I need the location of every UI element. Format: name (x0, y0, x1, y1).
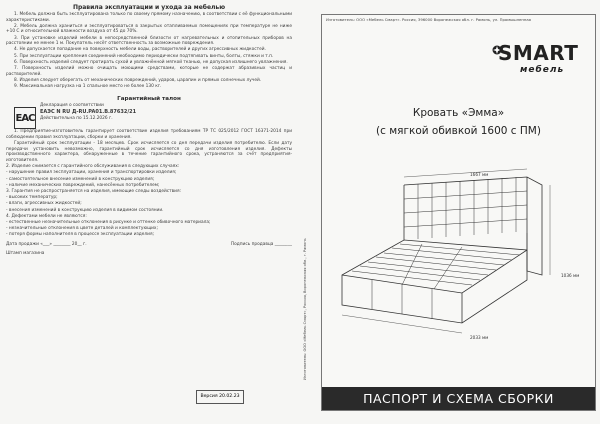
warranty-line: 3. Гарантия не распространяется на изделия, имеющие следы воздействия: (6, 188, 181, 194)
logo-subtext: мебель (520, 65, 565, 75)
rule-3: 3. При установке изделий мебели в непосредственной близости от нагревательных и отопительных приборов на расстоянии не менее 1 м. Покупатель несёт ответственность за возможные повреждения. (6, 35, 292, 47)
warranty-line: - потеря формы наполнителя в процессе эксплуатации изделия; (6, 232, 154, 238)
rule-1: 1. Мебель должна быть эксплуатирована только по своему прямому назначению, в соответствии с её функциональными характеристиками. (6, 12, 292, 23)
rule-8: 8. Изделия следует оберегать от механических повреждений, ударов, царапин и прямых солнечных лучей. (14, 77, 262, 83)
warranty-line: - высоких температур; (6, 195, 58, 201)
product-title: Кровать «Эмма» (412, 107, 505, 119)
depth-dimension-label: 2033 мм (470, 335, 489, 340)
care-instructions-section (6, 4, 292, 420)
stamp-field: Штамп магазина (6, 251, 45, 257)
declaration-date: Действительна по 15.12.2026 г. (40, 115, 113, 121)
passport-cover (321, 14, 596, 411)
rule-6: 6. Поверхность изделий следует протирать сухой и увлажнённой мягкой тканью, не допуская излишнего увлажнения. (14, 59, 288, 65)
declaration-code: ЕАЭС N RU Д-RU.PA01.В.87632/21 (40, 108, 137, 115)
sale-date-field: Дата продажи «___» ________ 20__ г. (6, 241, 87, 247)
smart-logo (492, 41, 588, 81)
vertical-manufacturer-note: Изготовитель: ООО «Мебель Смарт», Россия, Воронежская обл., г. Рамонь (303, 238, 307, 380)
rule-9: 9. Максимальная нагрузка на 1 спальное место не более 130 кг. (14, 83, 162, 89)
warranty-text (6, 129, 292, 237)
warranty-title: Гарантийный талон (117, 96, 181, 103)
warranty-section (6, 95, 292, 257)
passport-footer-title: ПАСПОРТ И СХЕМА СБОРКИ (322, 387, 595, 410)
warranty-line: - самостоятельное внесение изменений в конструкцию изделия; (6, 176, 155, 182)
warranty-line: Гарантийный срок эксплуатации - 18 месяцев. Срок исчисляется со дня передачи изделия потребителю. Если дату передачи установить невозможно, гарантийный срок исчисляется со дня изготовления изделия. Дефекты производственного характера, обнаруженные в течение гарантийного срока, устраняются за счёт предприятия-изготовителя. (6, 141, 292, 163)
declaration-block (40, 103, 292, 121)
logo-text: SMART (498, 41, 579, 65)
bed-drawing (322, 155, 595, 345)
version-box: Версия 20.02.23 (196, 390, 244, 404)
signature-row (6, 242, 292, 248)
warranty-line: - естественные незначительные отклонения в рисунке и оттенке обивочного материала; (6, 219, 211, 225)
warranty-line: - незначительные отклонения в цвете деталей и комплектующих; (6, 226, 158, 232)
warranty-line: 2. Изделие снимается с гарантийного обслуживания в следующих случаях: (6, 164, 180, 170)
rule-2: 2. Мебель должна храниться и эксплуатироваться в закрытых отапливаемых помещениях при температуре не ниже +10 С и относительной влажности воздуха от 45 до 70%. (6, 23, 292, 35)
height-dimension-label: 1036 мм (561, 273, 580, 278)
product-subtitle: (с мягкой обивкой 1600 с ПМ) (376, 125, 541, 137)
warranty-line: - внесения изменений в конструкцию изделия в видимом состоянии. (6, 207, 164, 213)
eac-mark-icon: EAC (14, 107, 36, 129)
warranty-line: 1. Предприятие-изготовитель гарантирует соответствие изделия требованиям ТР ТС 025/2012 ГОСТ 16371-2014 при соблюдении правил эксплуатации, сборки и хранения. (6, 129, 292, 141)
declaration-label: Декларация о соответствии (40, 103, 104, 109)
warranty-line: - нарушение правил эксплуатации, хранения и транспортировки изделия; (6, 170, 177, 176)
care-rules-title: Правила эксплуатации и ухода за мебелью (72, 4, 226, 11)
warranty-line: - влаги, агрессивных жидкостей; (6, 201, 82, 207)
rule-7: 7. Поверхность изделий можно очищать моющими средствами, которые не содержат абразивных частиц и растворителей. (6, 65, 292, 77)
seller-signature-field: Подпись продавца ________ (230, 241, 292, 247)
warranty-line: 4. Дефектами мебели не являются: (6, 213, 87, 219)
width-dimension-label: 1667 мм (470, 172, 489, 177)
rule-4: 4. Не допускается попадание на поверхность мебели воды, растворителей и других агрессивных жидкостей. (14, 47, 266, 53)
rule-5: 5. При эксплуатации крепления соединений необходимо периодически подтягивать винты, болты, стяжки и т.п. (14, 53, 274, 59)
warranty-line: - наличие механических повреждений, нанесённых потребителем; (6, 182, 160, 188)
manufacturer-info: Изготовитель: ООО «Мебель Смарт». Россия, 396000 Воронежская обл. г. Рамонь, ул. Промышленная (326, 17, 531, 22)
